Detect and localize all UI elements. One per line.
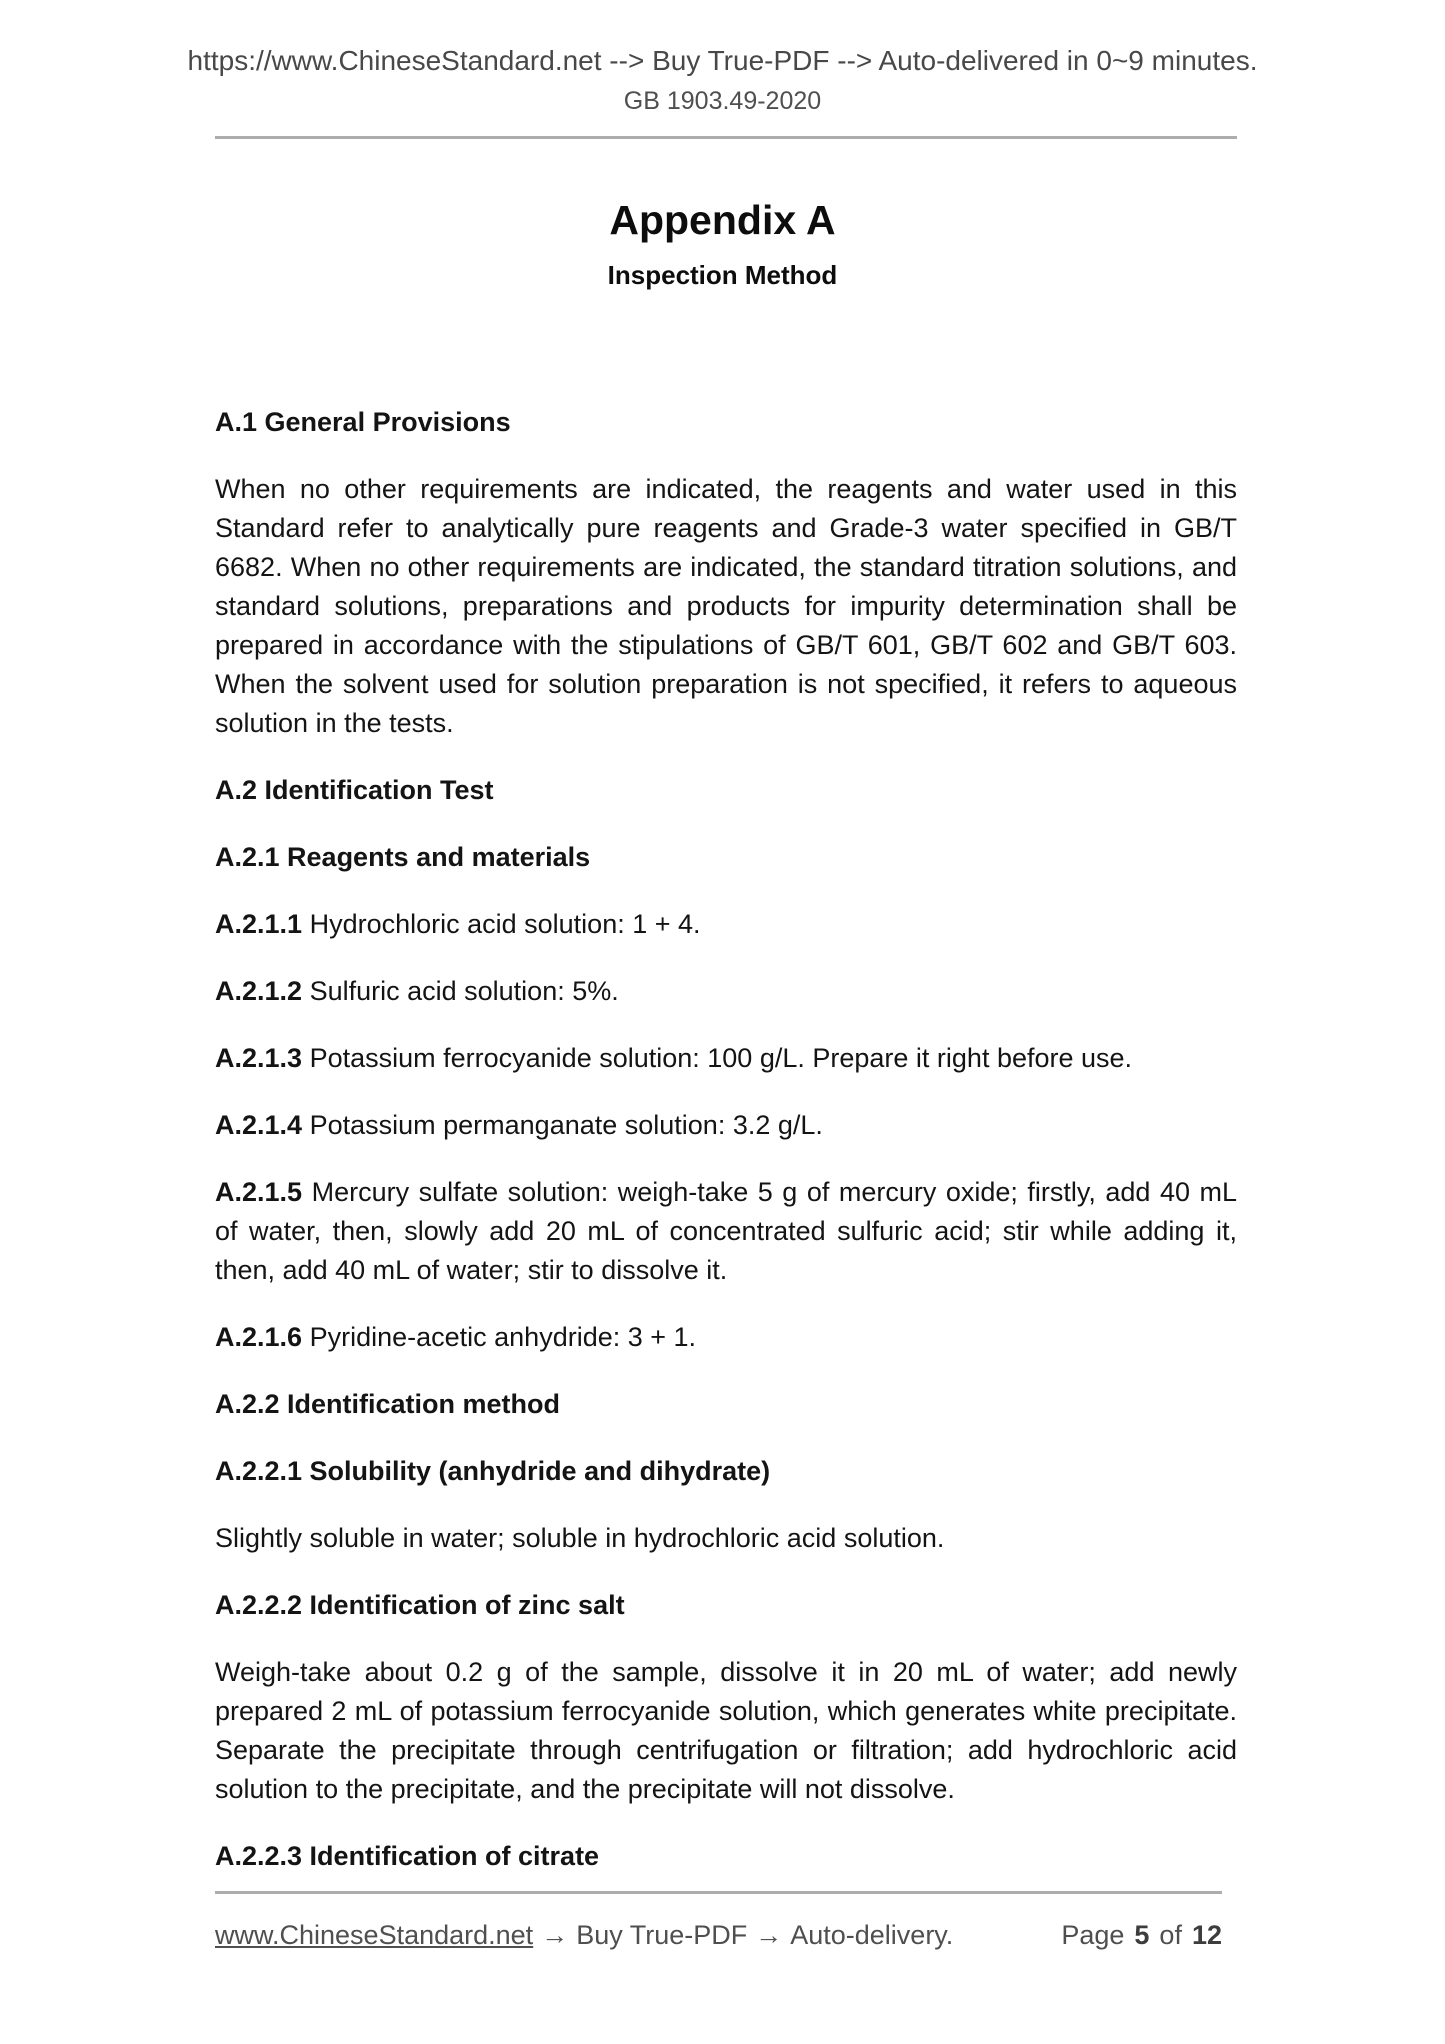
clause-text: Sulfuric acid solution: 5%.: [309, 976, 619, 1006]
clause-number: A.2.1.6: [215, 1322, 303, 1352]
clause-text: Pyridine-acetic anhydride: 3 + 1.: [309, 1322, 697, 1352]
paragraph-a222: Weigh-take about 0.2 g of the sample, dissolve it in 20 mL of water; add newly prepared 2 mL of potassium ferrocyanide solution, which generates white precipitate. Separate the precipitate through centrifugation or filtration; add hydrochloric acid solution to the precipitate, and the precipitate will not dissolve.: [215, 1657, 1237, 1804]
header-rule: [215, 136, 1237, 139]
appendix-title: Appendix A: [609, 197, 836, 243]
paragraph-a1: When no other requirements are indicated, the reagents and water used in this Standard refer to analytically pure reagents and Grade-3 water specified in GB/T 6682. When no other requirements are indicated, the standard titration solutions, and standard solutions, preparations and products for impurity determination shall be prepared in accordance with the stipulations of GB/T 601, GB/T 602 and GB/T 603. When the solvent used for solution preparation is not specified, it refers to aqueous solution in the tests.: [215, 474, 1237, 738]
arrow-icon: →: [541, 1920, 569, 1950]
of-label: of: [1159, 1920, 1182, 1950]
page-current: 5: [1134, 1920, 1150, 1950]
section-heading-a21: A.2.1 Reagents and materials: [215, 842, 591, 872]
clause-a216: [215, 1318, 1237, 1357]
clause-text: Potassium permanganate solution: 3.2 g/L.: [309, 1110, 823, 1140]
section-heading-a22: A.2.2 Identification method: [215, 1389, 561, 1419]
footer-link[interactable]: www.ChineseStandard.net: [215, 1920, 534, 1950]
clause-number: A.2.1.1: [215, 909, 303, 939]
clause-a215: [215, 1173, 1237, 1290]
clause-a211: [215, 905, 1237, 944]
clause-text: Mercury sulfate solution: weigh-take 5 g of mercury oxide; firstly, add 40 mL of water, then, slowly add 20 mL of concentrated sulfuric acid; stir while adding it, then, add 40 mL of water; stir to dissolve it.: [215, 1177, 1237, 1285]
page-footer: [215, 1891, 1222, 1952]
clause-text: Hydrochloric acid solution: 1 + 4.: [309, 909, 701, 939]
header-url-note: https://www.ChineseStandard.net --> Buy True-PDF --> Auto-delivered in 0~9 minutes.: [187, 45, 1258, 76]
appendix-subtitle: Inspection Method: [607, 260, 838, 290]
page-header: [0, 44, 1445, 139]
section-heading-a221: A.2.2.1 Solubility (anhydride and dihydrate): [215, 1456, 771, 1486]
section-heading-a222: A.2.2.2 Identification of zinc salt: [215, 1590, 625, 1620]
clause-number: A.2.1.5: [215, 1177, 303, 1207]
footer-delivery-label: Auto-delivery.: [790, 1920, 954, 1950]
document-code: GB 1903.49-2020: [623, 87, 822, 115]
clause-a212: [215, 972, 1237, 1011]
clause-a213: [215, 1039, 1237, 1078]
arrow-icon: →: [755, 1920, 783, 1950]
paragraph-a221: Slightly soluble in water; soluble in hydrochloric acid solution.: [215, 1523, 945, 1553]
clause-text: Potassium ferrocyanide solution: 100 g/L. Prepare it right before use.: [309, 1043, 1133, 1073]
page-total: 12: [1191, 1920, 1222, 1950]
clause-number: A.2.1.2: [215, 976, 303, 1006]
footer-rule: [215, 1891, 1222, 1894]
footer-buy-label: Buy True-PDF: [576, 1920, 748, 1950]
section-heading-a223: A.2.2.3 Identification of citrate: [215, 1841, 600, 1871]
page-indicator: [1061, 1918, 1222, 1952]
document-body: [215, 403, 1237, 1876]
clause-number: A.2.1.3: [215, 1043, 303, 1073]
section-heading-a2: A.2 Identification Test: [215, 775, 494, 805]
clause-a214: [215, 1106, 1237, 1145]
section-heading-a1: A.1 General Provisions: [215, 407, 511, 437]
clause-number: A.2.1.4: [215, 1110, 303, 1140]
page-label: Page: [1061, 1920, 1125, 1950]
footer-breadcrumb: [215, 1918, 953, 1952]
